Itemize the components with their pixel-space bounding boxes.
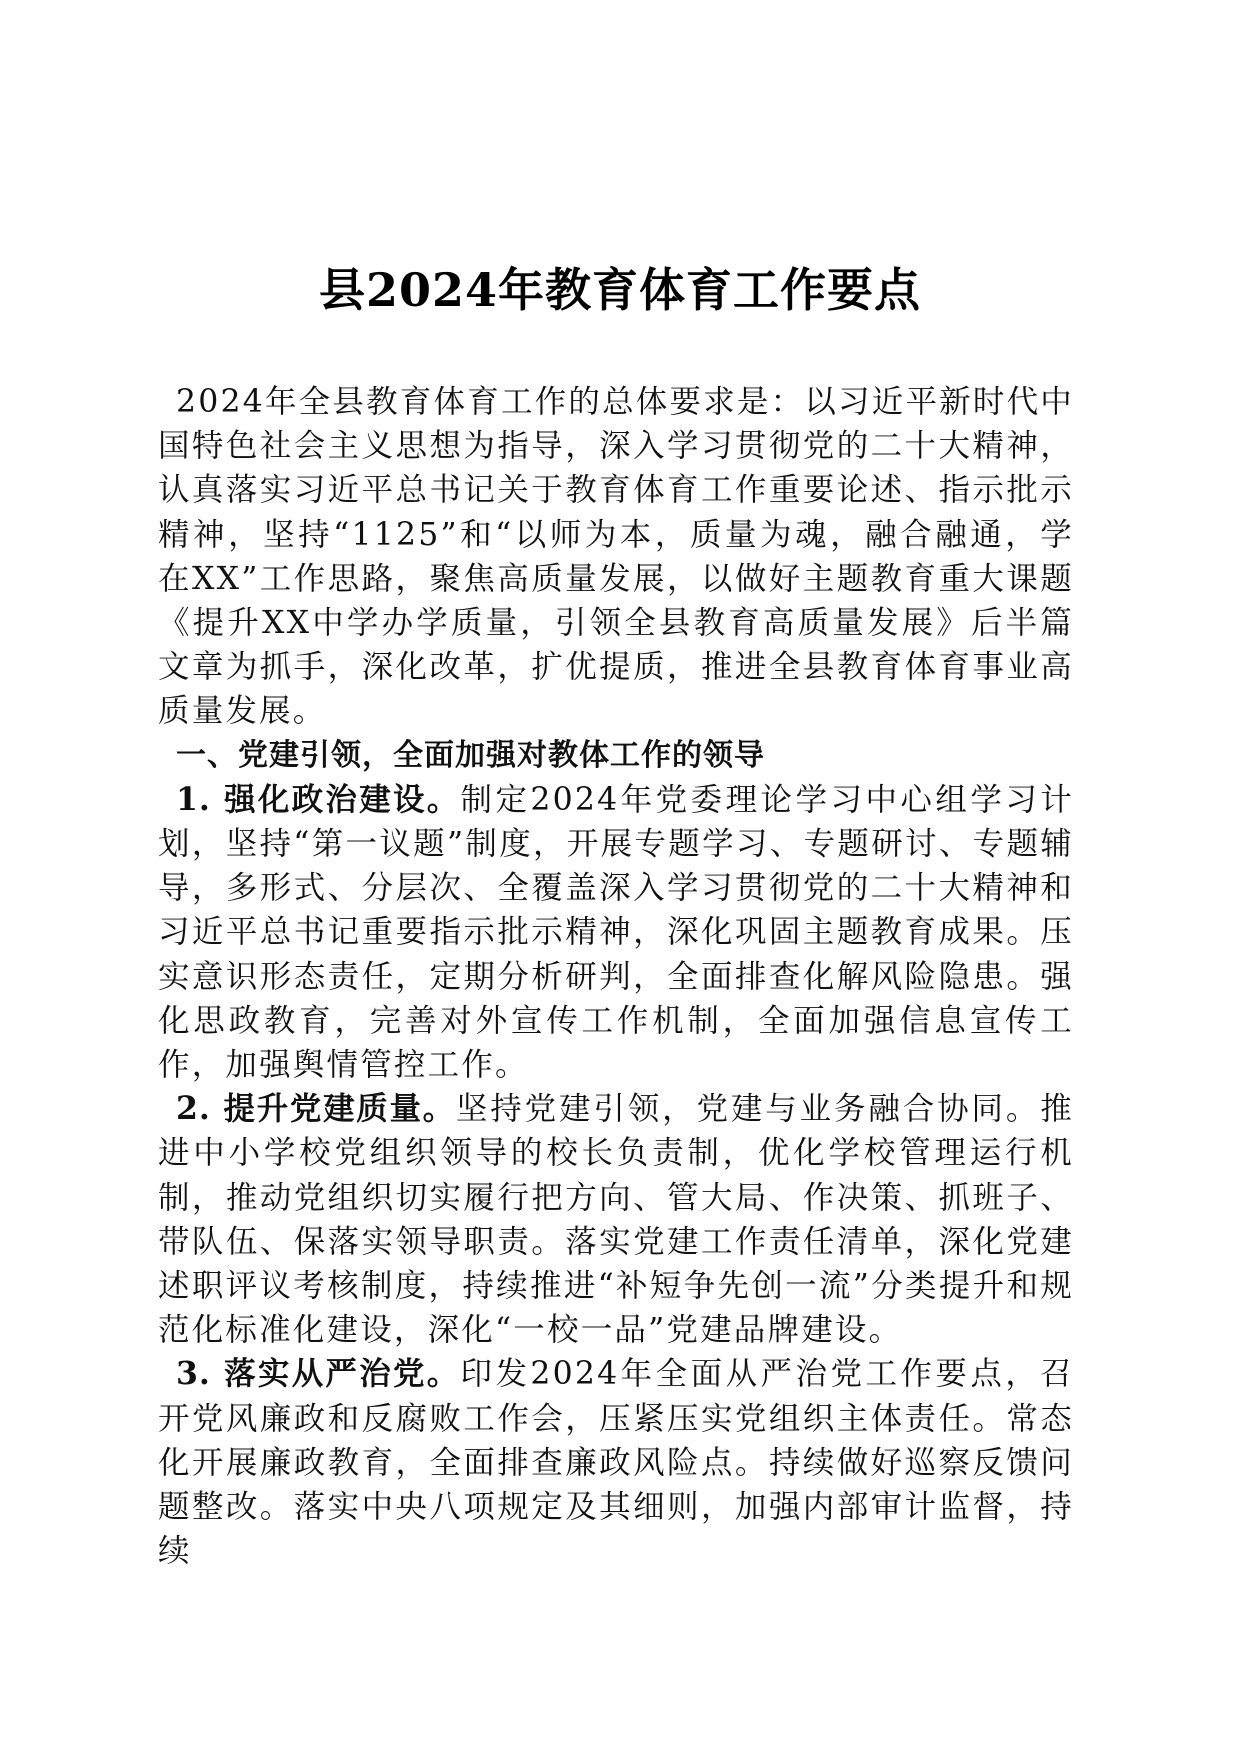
item-paragraph-2 — [158, 1087, 1074, 1352]
item-paragraph-1 — [158, 778, 1074, 1087]
item-text-2: 坚持党建引领，党建与业务融合协同。推进中小学校党组织领导的校长负责制，优化学校管理运行机制，推动党组织切实履行把方向、管大局、作决策、抓班子、带队伍、保落实领导职责。落实党建工作责任清单，深化党建述职评议考核制度，持续推进“补短争先创一流”分类提升和规范化标准化建设，深化“一校一品”党建品牌建设。 — [158, 1091, 1074, 1349]
page-title: 县2024年教育体育工作要点 — [318, 262, 922, 317]
item-paragraph-3 — [158, 1352, 1074, 1573]
item-text-1: 制定2024年党委理论学习中心组学习计划，坚持“第一议题”制度，开展专题学习、专题研讨、专题辅导，多形式、分层次、全覆盖深入学习贯彻党的二十大精神和习近平总书记重要指示批示精神，深化巩固主题教育成果。压实意识形态责任，定期分析研判，全面排查化解风险隐患。强化思政教育，完善对外宣传工作机制，全面加强信息宣传工作，加强舆情管控工作。 — [158, 781, 1074, 1084]
intro-paragraph: 2024年全县教育体育工作的总体要求是：以习近平新时代中国特色社会主义思想为指导，深入学习贯彻党的二十大精神，认真落实习近平总书记关于教育体育工作重要论述、指示批示精神，坚持“1125”和“以师为本，质量为魂，融合融通，学在XX”工作思路，聚焦高质量发展，以做好主题教育重大课题《提升XX中学办学质量，引领全县教育高质量发展》后半篇文章为抓手，深化改革，扩优提质，推进全县教育体育事业高质量发展。 — [158, 384, 1074, 730]
document-body — [158, 380, 1074, 1573]
item-text-3: 印发2024年全面从严治党工作要点，召开党风廉政和反腐败工作会，压紧压实党组织主体责任。常态化开展廉政教育，全面排查廉政风险点。持续做好巡察反馈问题整改。落实中央八项规定及其细则，加强内部审计监督，持续 — [158, 1356, 1074, 1570]
item-lead-1: 1. 强化政治建设。 — [176, 780, 461, 818]
section-heading: 一、党建引领，全面加强对教体工作的领导 — [176, 737, 765, 773]
item-lead-3: 3. 落实从严治党。 — [176, 1355, 461, 1393]
item-lead-2: 2. 提升党建质量。 — [176, 1090, 456, 1128]
